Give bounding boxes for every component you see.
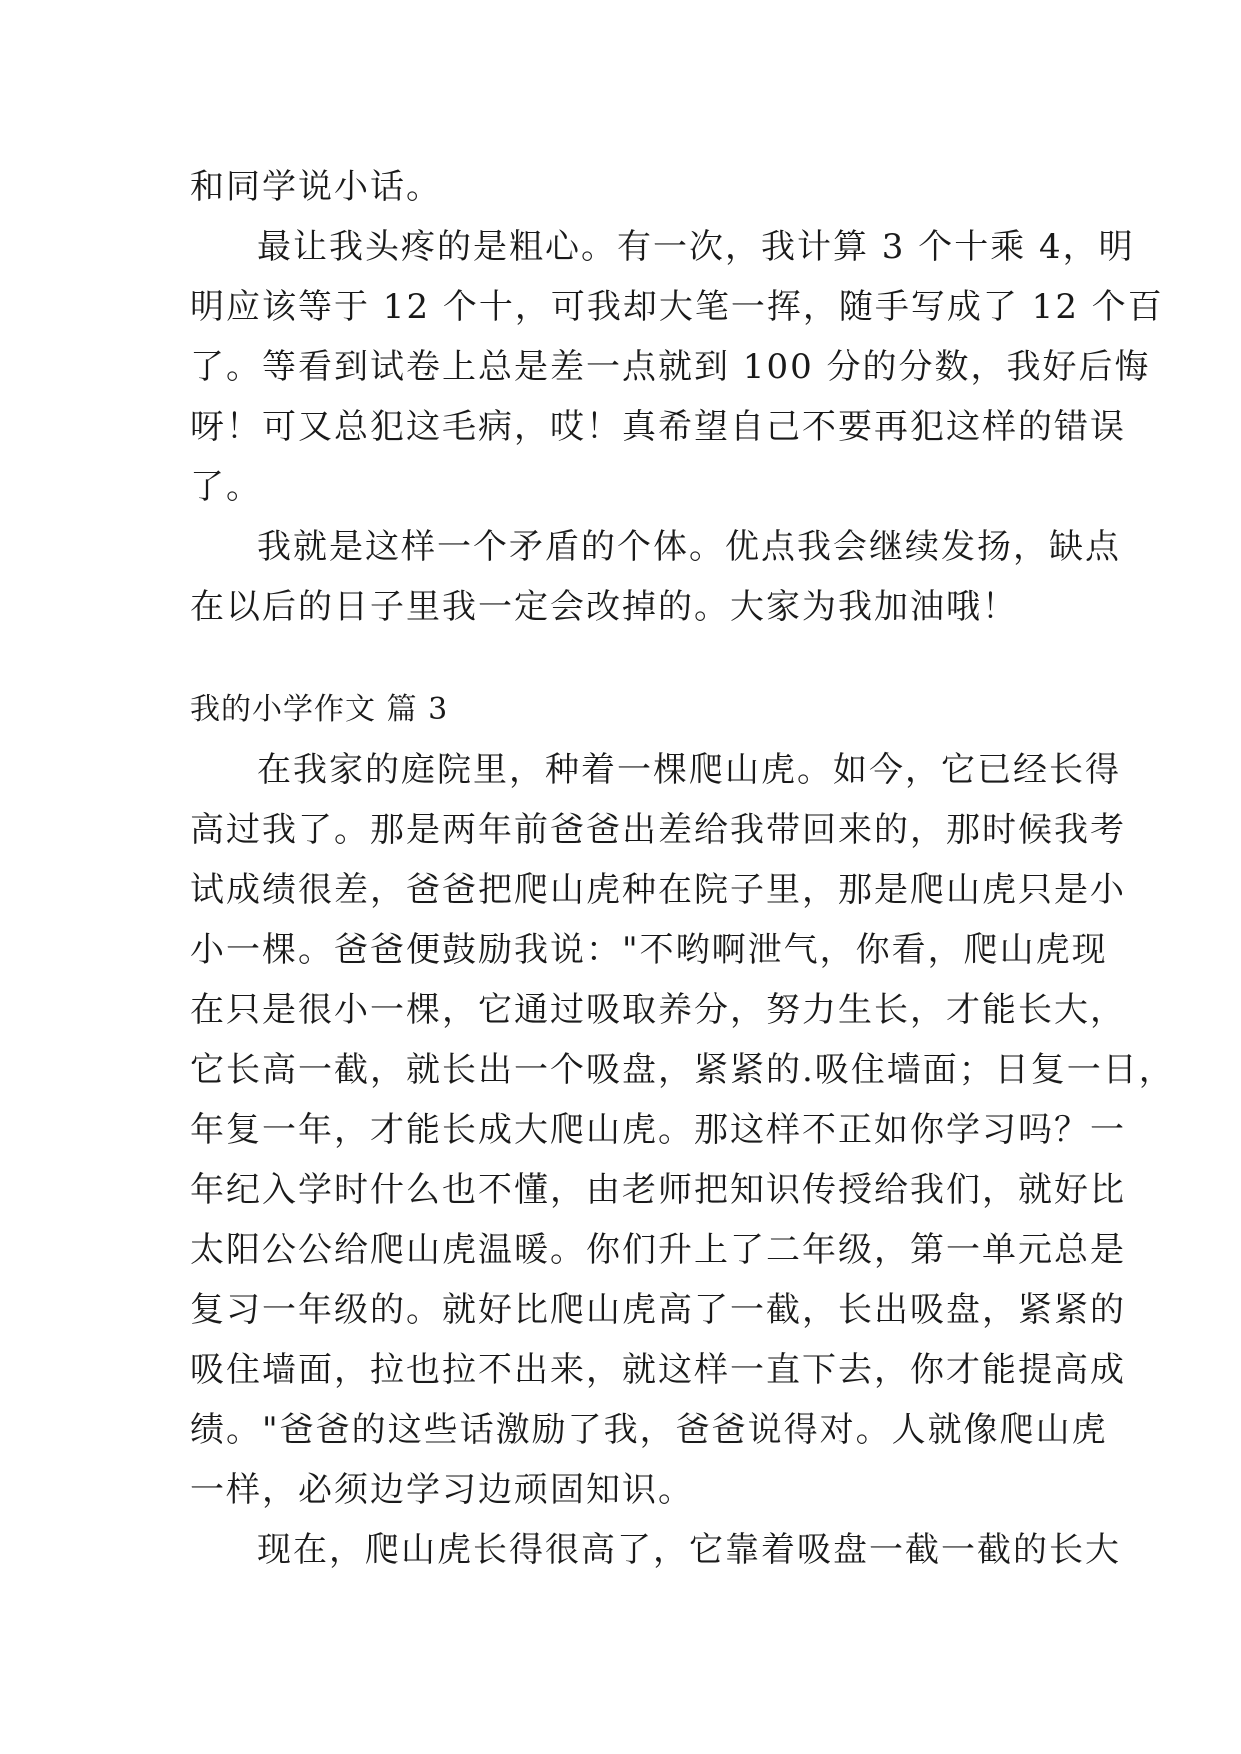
paragraph-line: 一样，必须边学习边顽固知识。 — [190, 1470, 694, 1510]
paragraph-line: 在我家的庭院里，种着一棵爬山虎。如今，它已经长得 — [257, 750, 1121, 790]
paragraph-line: 明应该等于 12 个十，可我却大笔一挥，随手写成了 12 个百 — [190, 287, 1164, 327]
paragraph-line: 年纪入学时什么也不懂，由老师把知识传授给我们，就好比 — [190, 1170, 1126, 1210]
paragraph-line: 在只是很小一棵，它通过吸取养分，努力生长，才能长大， — [190, 990, 1126, 1030]
paragraph-line: 绩。"爸爸的这些话激励了我，爸爸说得对。人就像爬山虎 — [190, 1410, 1108, 1450]
paragraph-line: 呀！可又总犯这毛病，哎！真希望自己不要再犯这样的错误 — [190, 407, 1126, 447]
paragraph-line: 小一棵。爸爸便鼓励我说："不哟啊泄气，你看，爬山虎现 — [190, 930, 1108, 970]
paragraph-line: 太阳公公给爬山虎温暖。你们升上了二年级，第一单元总是 — [190, 1230, 1126, 1270]
paragraph-line: 它长高一截，就长出一个吸盘，紧紧的.吸住墙面；日复一日， — [190, 1050, 1175, 1090]
paragraph-line: 高过我了。那是两年前爸爸出差给我带回来的，那时候我考 — [190, 810, 1126, 850]
paragraph-line: 最让我头疼的是粗心。有一次，我计算 3 个十乘 4，明 — [257, 227, 1135, 267]
paragraph-line: 试成绩很差，爸爸把爬山虎种在院子里，那是爬山虎只是小 — [190, 870, 1126, 910]
section-title: 我的小学作文 篇 3 — [190, 692, 449, 727]
paragraph-line: 在以后的日子里我一定会改掉的。大家为我加油哦！ — [190, 587, 1018, 627]
paragraph-line: 复习一年级的。就好比爬山虎高了一截，长出吸盘，紧紧的 — [190, 1290, 1126, 1330]
paragraph-line: 年复一年，才能长成大爬山虎。那这样不正如你学习吗？一 — [190, 1110, 1126, 1150]
paragraph-line: 吸住墙面，拉也拉不出来，就这样一直下去，你才能提高成 — [190, 1350, 1126, 1390]
paragraph-line: 了。等看到试卷上总是差一点就到 100 分的分数，我好后悔 — [190, 347, 1151, 387]
paragraph-line: 和同学说小话。 — [190, 167, 442, 207]
paragraph-line: 我就是这样一个矛盾的个体。优点我会继续发扬，缺点 — [257, 527, 1121, 567]
paragraph-line: 了。 — [190, 467, 262, 507]
paragraph-line: 现在，爬山虎长得很高了，它靠着吸盘一截一截的长大 — [257, 1530, 1121, 1570]
